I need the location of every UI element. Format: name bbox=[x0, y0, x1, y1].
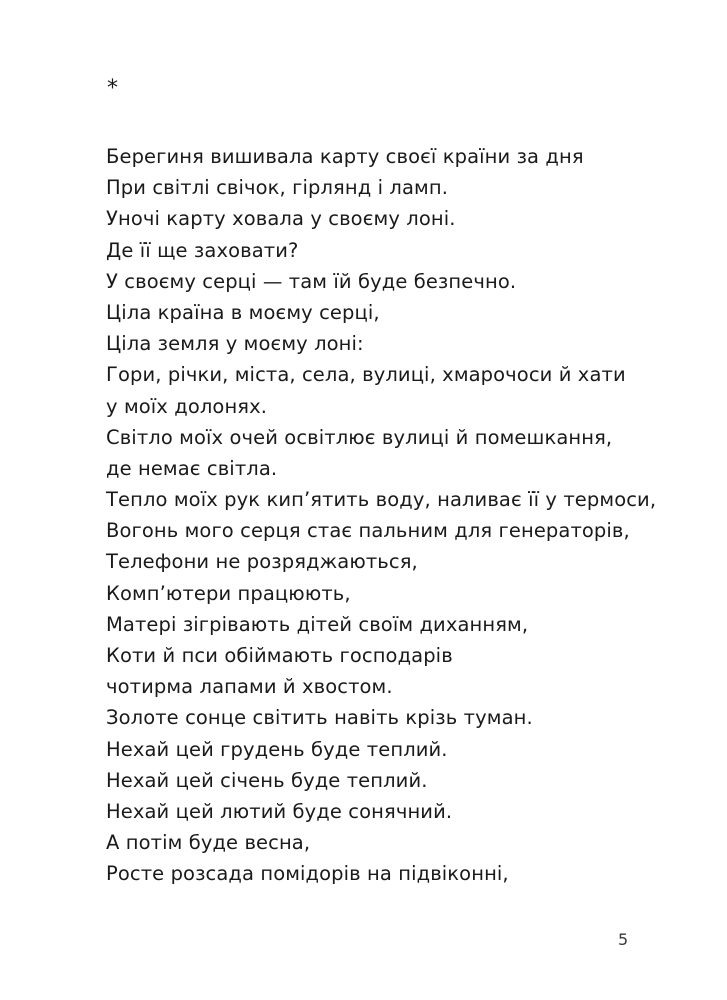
poem-line: у моїх долонях. bbox=[106, 394, 268, 418]
poem-line: Матері зігрівають дітей своїм диханням, bbox=[106, 612, 529, 636]
poem-line: Гори, річки, міста, села, вулиці, хмарочоси й хати bbox=[106, 363, 626, 387]
poem-text bbox=[106, 141, 706, 890]
poem-line: Ціла земля у моєму лоні: bbox=[106, 332, 364, 356]
poem-line: Золоте сонце світить навіть крізь туман. bbox=[106, 706, 533, 730]
poem-line: Телефони не розряджаються, bbox=[106, 550, 418, 574]
poem-line: Коти й пси обіймають господарів bbox=[106, 644, 453, 667]
poem-line: Ціла країна в моєму серці, bbox=[106, 300, 380, 324]
section-marker: * bbox=[107, 76, 118, 101]
poem-line: Берегиня вишивала карту своєї країни за дня bbox=[106, 145, 584, 168]
poem-line: Де її ще заховати? bbox=[106, 238, 299, 262]
poem-line: Нехай цей грудень буде теплий. bbox=[106, 737, 448, 761]
poem-line: Тепло моїх рук кип’ятить воду, наливає її у термоси, bbox=[106, 488, 657, 512]
poem-line: Вогонь мого серця стає пальним для генераторів, bbox=[106, 519, 630, 543]
page-number: 5 bbox=[618, 930, 629, 949]
poem-line: Комп’ютери працюють, bbox=[106, 581, 351, 605]
poem-line: При світлі свічок, гірлянд і ламп. bbox=[106, 176, 448, 200]
poem-line: Росте розсада помідорів на підвіконні, bbox=[106, 862, 509, 886]
poem-line: Нехай цей січень буде теплий. bbox=[106, 768, 428, 792]
poem-line: Світло моїх очей освітлює вулиці й помешкання, bbox=[106, 425, 613, 449]
poem-line: Нехай цей лютий буде сонячний. bbox=[106, 799, 453, 823]
poem-line: У своєму серці — там їй буде безпечно. bbox=[106, 269, 517, 293]
poem-line: чотирма лапами й хвостом. bbox=[106, 675, 393, 699]
poem-line: Уночі карту ховала у своєму лоні. bbox=[106, 207, 456, 231]
poem-line: де немає світла. bbox=[106, 456, 278, 480]
poem-line: А потім буде весна, bbox=[106, 831, 311, 855]
